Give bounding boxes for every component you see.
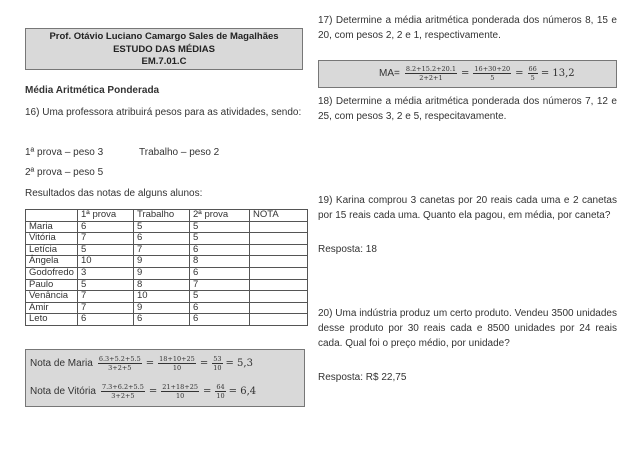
fraction xyxy=(101,383,145,400)
table-row xyxy=(26,302,308,314)
equals-sign: = xyxy=(202,386,212,397)
question-19: 19) Karina comprou 3 canetas por 20 reais cada uma e 2 canetas por 15 reais cada uma. Quanto ela pagou, em média, por caneta? xyxy=(318,195,617,221)
student-name: Amir xyxy=(26,302,78,314)
weighted-mean-answer-box xyxy=(318,60,617,88)
table-row xyxy=(26,314,308,326)
fraction xyxy=(528,65,538,82)
fraction xyxy=(473,65,511,82)
fraction xyxy=(98,355,142,372)
table-row xyxy=(26,233,308,245)
fraction xyxy=(158,355,196,372)
equals-sign: = xyxy=(145,358,155,369)
denominator: 3+2+5 xyxy=(111,392,135,400)
header-cell-test2: 2ª prova xyxy=(190,210,250,222)
fraction xyxy=(212,355,222,372)
equals-sign: = xyxy=(199,358,209,369)
test1-score: 6 xyxy=(78,314,134,326)
formula-result: = 13,2 xyxy=(540,68,575,79)
assignment-score: 7 xyxy=(134,244,190,256)
numerator: 53 xyxy=(213,355,222,363)
test1-score: 7 xyxy=(78,233,134,245)
final-grade xyxy=(250,221,308,233)
test2-score: 6 xyxy=(190,244,250,256)
final-grade xyxy=(250,302,308,314)
final-grade xyxy=(250,267,308,279)
weight-first-test: 1ª prova – peso 3 xyxy=(25,147,104,158)
numerator: 18+10+25 xyxy=(159,355,195,363)
numerator: 7.3+6.2+5.5 xyxy=(101,383,144,391)
answer-19: Resposta: 18 xyxy=(318,244,377,255)
test2-score: 5 xyxy=(190,291,250,303)
numerator: 66 xyxy=(528,65,537,73)
test2-score: 6 xyxy=(190,314,250,326)
final-grade xyxy=(250,244,308,256)
fraction xyxy=(405,65,457,82)
worked-examples-box xyxy=(25,349,305,407)
final-grade xyxy=(250,279,308,291)
question-16: 16) Uma professora atribuirá pesos para as atividades, sendo: xyxy=(25,107,302,118)
numerator: 8.2+15.2+20.1 xyxy=(405,65,457,73)
formula-label: Nota de Maria xyxy=(30,358,93,369)
answer-20: Resposta: R$ 22,75 xyxy=(318,372,407,383)
worksheet-code: EM.7.01.C xyxy=(141,56,187,67)
test2-score: 6 xyxy=(190,302,250,314)
assignment-score: 9 xyxy=(134,256,190,268)
formula-result: = 6,4 xyxy=(228,386,257,397)
assignment-score: 6 xyxy=(134,233,190,245)
header-cell-test1: 1ª prova xyxy=(78,210,134,222)
formula-vitoria xyxy=(30,383,256,400)
student-name: Vitória xyxy=(26,233,78,245)
final-grade xyxy=(250,314,308,326)
student-name: Ângela xyxy=(26,256,78,268)
test1-score: 6 xyxy=(78,221,134,233)
formula-label: Nota de Vitória xyxy=(30,386,96,397)
assignment-score: 8 xyxy=(134,279,190,291)
equals-sign: = xyxy=(148,386,158,397)
test2-score: 5 xyxy=(190,233,250,245)
final-grade xyxy=(250,233,308,245)
student-name: Letícia xyxy=(26,244,78,256)
test1-score: 5 xyxy=(78,244,134,256)
equals-sign: = xyxy=(461,68,470,79)
student-name: Maria xyxy=(26,221,78,233)
worksheet-title: ESTUDO DAS MÉDIAS xyxy=(113,43,215,55)
student-name: Paulo xyxy=(26,279,78,291)
header-cell-grade: NOTA xyxy=(250,210,308,222)
test1-score: 5 xyxy=(78,279,134,291)
denominator: 10 xyxy=(175,392,185,400)
formula-label: MA= xyxy=(379,68,400,79)
test1-score: 7 xyxy=(78,291,134,303)
numerator: 6.3+5.2+5.5 xyxy=(98,355,141,363)
numerator: 16+30+20 xyxy=(474,65,511,73)
table-row xyxy=(26,279,308,291)
fraction xyxy=(215,383,225,400)
numerator: 64 xyxy=(216,383,225,391)
results-intro: Resultados das notas de alguns alunos: xyxy=(25,188,203,199)
formula-maria xyxy=(30,355,253,372)
denominator: 10 xyxy=(216,392,225,400)
numerator: 21+18+25 xyxy=(162,383,198,391)
table-row xyxy=(26,244,308,256)
table-row xyxy=(26,267,308,279)
denominator: 10 xyxy=(213,364,222,372)
test2-score: 8 xyxy=(190,256,250,268)
final-grade xyxy=(250,256,308,268)
student-name: Venância xyxy=(26,291,78,303)
section-title: Média Aritmética Ponderada xyxy=(25,85,160,96)
author-name: Prof. Otávio Luciano Camargo Sales de Magalhães xyxy=(49,31,279,42)
test1-score: 3 xyxy=(78,267,134,279)
test1-score: 10 xyxy=(78,256,134,268)
question-17: 17) Determine a média aritmética ponderada dos números 8, 15 e 20, com pesos 2, 2 e 1, respectivamente. xyxy=(318,15,617,41)
test2-score: 6 xyxy=(190,267,250,279)
denominator: 10 xyxy=(172,364,182,372)
table-row xyxy=(26,291,308,303)
test1-score: 7 xyxy=(78,302,134,314)
header-box xyxy=(25,28,303,70)
assignment-score: 9 xyxy=(134,302,190,314)
final-grade xyxy=(250,291,308,303)
weight-second-test: 2ª prova – peso 5 xyxy=(25,167,104,178)
weighted-mean-formula xyxy=(379,65,575,82)
denominator: 5 xyxy=(490,74,495,82)
header-cell-assignment: Trabalho xyxy=(134,210,190,222)
question-18: 18) Determine a média aritmética ponderada dos números 7, 12 e 25, com pesos 3, 2 e 5, respecitavamente. xyxy=(318,96,617,122)
denominator: 2+2+1 xyxy=(419,74,443,82)
table-header-row xyxy=(26,210,308,222)
assignment-score: 9 xyxy=(134,267,190,279)
table-row xyxy=(26,221,308,233)
grades-table xyxy=(25,209,308,326)
weight-assignment: Trabalho – peso 2 xyxy=(139,147,220,158)
header-cell-student xyxy=(26,210,78,222)
table-row xyxy=(26,256,308,268)
formula-result: = 5,3 xyxy=(225,358,253,369)
question-20: 20) Uma indústria produz um certo produto. Vendeu 3500 unidades desse produto por 30 reais cada e 8500 unidades por 24 reais cada. Qual foi o preço médio, por unidade? xyxy=(318,308,617,349)
denominator: 3+2+5 xyxy=(108,364,132,372)
equals-sign: = xyxy=(515,68,524,79)
student-name: Leto xyxy=(26,314,78,326)
assignment-score: 5 xyxy=(134,221,190,233)
assignment-score: 10 xyxy=(134,291,190,303)
denominator: 5 xyxy=(530,74,535,82)
test2-score: 5 xyxy=(190,221,250,233)
fraction xyxy=(161,383,199,400)
assignment-score: 6 xyxy=(134,314,190,326)
test2-score: 7 xyxy=(190,279,250,291)
student-name: Godofredo xyxy=(26,267,78,279)
